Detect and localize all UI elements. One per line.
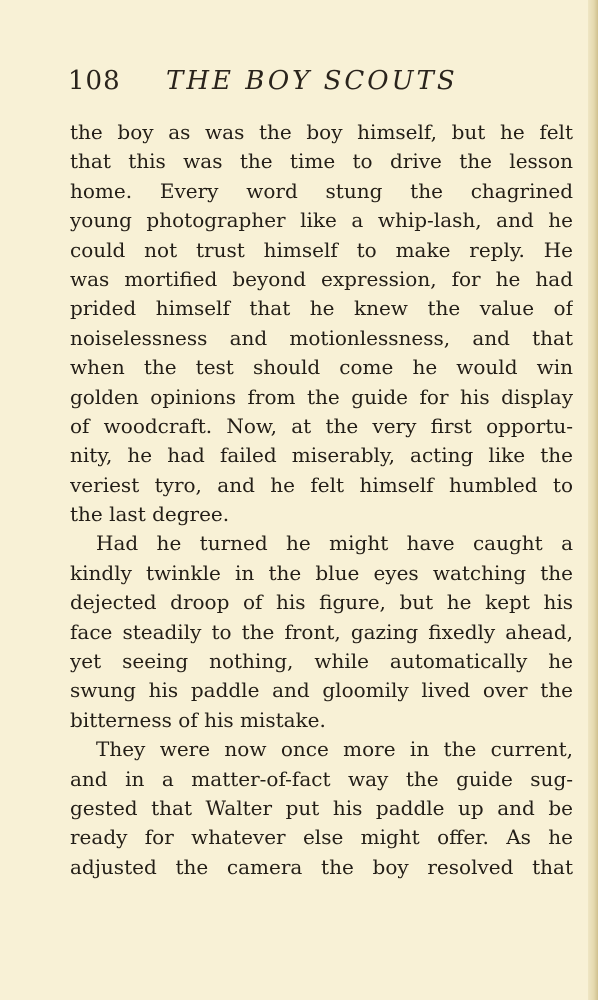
text-line: bitterness of his mistake.: [70, 707, 326, 732]
body-text: [70, 118, 573, 882]
paragraph-start-line: They were now once more in the current,: [96, 737, 573, 762]
paragraph-start-line: Had he turned he might have caught a: [96, 531, 573, 556]
text-line: kindly twinkle in the blue eyes watching the: [70, 560, 573, 585]
text-line: nity, he had failed miserably, acting like the: [70, 443, 573, 468]
text-line: home. Every word stung the chagrined: [70, 178, 573, 203]
text-line: was mortified beyond expression, for he had: [70, 266, 573, 291]
text-line: that this was the time to drive the lesson: [70, 149, 573, 174]
text-line: veriest tyro, and he felt himself humbled to: [70, 472, 573, 497]
text-line: swung his paddle and gloomily lived over the: [70, 678, 573, 703]
text-line: noiselessness and motionlessness, and that: [70, 325, 573, 350]
text-line: adjusted the camera the boy resolved that: [70, 854, 573, 879]
text-line: face steadily to the front, gazing fixedly ahead,: [70, 619, 573, 644]
running-head: [68, 66, 538, 106]
text-line: golden opinions from the guide for his display: [70, 384, 573, 409]
text-line: when the test should come he would win: [70, 355, 573, 380]
text-line: could not trust himself to make reply. He: [70, 237, 573, 262]
text-line: the last degree.: [70, 502, 230, 527]
text-line: the boy as was the boy himself, but he felt: [70, 120, 573, 144]
text-line: prided himself that he knew the value of: [70, 296, 573, 321]
text-line: yet seeing nothing, while automatically he: [70, 649, 573, 674]
page-edge: [588, 0, 598, 1000]
text-line: ready for whatever else might offer. As he: [70, 825, 573, 850]
text-line: young photographer like a whip-lash, and he: [70, 208, 573, 233]
text-line: dejected droop of his figure, but he kept his: [70, 590, 573, 615]
text-line: of woodcraft. Now, at the very first opportu-: [70, 413, 573, 438]
text-line: gested that Walter put his paddle up and be: [70, 795, 573, 820]
book-title: THE BOY SCOUTS: [166, 66, 458, 96]
page-number: 108: [68, 66, 121, 96]
text-line: and in a matter-of-fact way the guide sug-: [70, 766, 573, 791]
